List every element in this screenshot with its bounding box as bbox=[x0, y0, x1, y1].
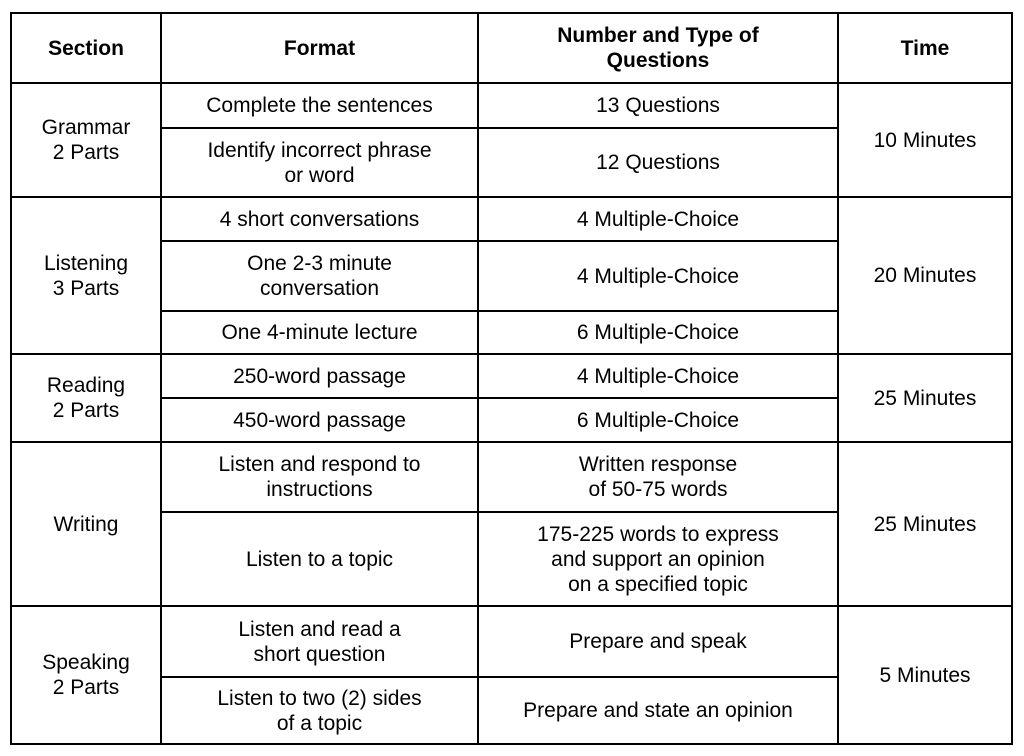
questions-cell: Written response of 50-75 words bbox=[578, 453, 738, 501]
time-cell-speaking: 5 Minutes bbox=[879, 663, 971, 687]
questions-cell: Prepare and speak bbox=[569, 630, 747, 653]
format-cell: Listen to two (2) sides of a topic bbox=[217, 686, 422, 735]
questions-cell: 6 Multiple-Choice bbox=[576, 321, 740, 344]
time-cell-listening: 20 Minutes bbox=[873, 264, 977, 287]
section-name-writing: Writing bbox=[53, 512, 119, 536]
time-cell-grammar: 10 Minutes bbox=[873, 128, 977, 152]
section-name-speaking: Speaking 2 Parts bbox=[42, 651, 130, 699]
format-cell: Listen and read a short question bbox=[238, 617, 401, 666]
questions-cell: 12 Questions bbox=[596, 151, 720, 174]
questions-cell: 13 Questions bbox=[596, 94, 720, 117]
questions-cell: 4 Multiple-Choice bbox=[576, 207, 740, 231]
format-cell: One 2-3 minute conversation bbox=[247, 252, 392, 300]
header-time: Time bbox=[900, 36, 950, 60]
format-cell: Listen to a topic bbox=[245, 547, 394, 571]
section-name-grammar: Grammar 2 Parts bbox=[41, 116, 131, 164]
questions-cell: 6 Multiple-Choice bbox=[576, 408, 740, 432]
questions-cell: 4 Multiple-Choice bbox=[576, 364, 740, 388]
format-cell: 4 short conversations bbox=[219, 207, 420, 231]
format-cell: 450-word passage bbox=[233, 408, 406, 432]
time-cell-writing: 25 Minutes bbox=[873, 512, 977, 536]
section-name-reading: Reading 2 Parts bbox=[46, 374, 126, 422]
format-cell: Identify incorrect phrase or word bbox=[207, 138, 432, 187]
questions-cell: Prepare and state an opinion bbox=[523, 699, 793, 722]
exam-format-table bbox=[10, 12, 1013, 745]
header-section: Section bbox=[48, 36, 124, 60]
time-cell-reading: 25 Minutes bbox=[873, 386, 977, 410]
format-cell: One 4-minute lecture bbox=[221, 321, 418, 344]
format-cell: Complete the sentences bbox=[206, 94, 433, 117]
questions-cell: 4 Multiple-Choice bbox=[576, 264, 740, 288]
header-format: Format bbox=[283, 36, 356, 60]
format-cell: 250-word passage bbox=[233, 364, 406, 388]
questions-cell: 175-225 words to express and support an opinion on a specified topic bbox=[537, 522, 779, 596]
header-questions: Number and Type of Questions bbox=[557, 24, 759, 72]
section-name-listening: Listening 3 Parts bbox=[43, 251, 129, 300]
format-cell: Listen and respond to instructions bbox=[218, 453, 421, 501]
